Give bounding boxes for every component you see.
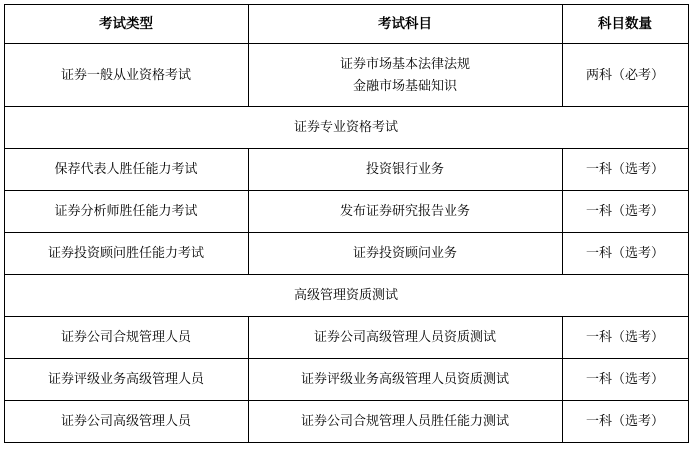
table-row [4, 401, 688, 443]
exam-types-table [4, 4, 689, 443]
cell-exam-subject: 发布证券研究报告业务 [248, 191, 562, 233]
cell-exam-subject: 投资银行业务 [248, 149, 562, 191]
table-row [4, 359, 688, 401]
column-header-exam-type: 考试类型 [4, 5, 248, 44]
cell-subject-count: 一科（选考） [562, 191, 688, 233]
table-section-row [4, 107, 688, 149]
cell-exam-type: 证券一般从业资格考试 [4, 44, 248, 107]
cell-subject-count: 一科（选考） [562, 401, 688, 443]
cell-subject-count: 一科（选考） [562, 317, 688, 359]
cell-exam-type: 证券公司合规管理人员 [4, 317, 248, 359]
cell-exam-type: 证券评级业务高级管理人员 [4, 359, 248, 401]
cell-subject-count: 两科（必考） [562, 44, 688, 107]
cell-exam-subject: 证券评级业务高级管理人员资质测试 [248, 359, 562, 401]
table-row [4, 317, 688, 359]
cell-exam-subject-line: 证券市场基本法律法规 [339, 55, 470, 71]
cell-exam-subject: 证券公司高级管理人员资质测试 [248, 317, 562, 359]
section-label: 证券专业资格考试 [4, 107, 688, 149]
cell-exam-type: 证券投资顾问胜任能力考试 [4, 233, 248, 275]
cell-exam-subject: 证券投资顾问业务 [248, 233, 562, 275]
table-body [4, 44, 688, 443]
cell-exam-subject [248, 44, 562, 107]
cell-exam-type: 证券公司高级管理人员 [4, 401, 248, 443]
cell-exam-type: 保荐代表人胜任能力考试 [4, 149, 248, 191]
cell-exam-subject-line: 金融市场基础知识 [352, 78, 457, 93]
cell-exam-type: 证券分析师胜任能力考试 [4, 191, 248, 233]
cell-subject-count: 一科（选考） [562, 359, 688, 401]
table-row [4, 149, 688, 191]
table-row [4, 233, 688, 275]
table-header [4, 5, 688, 44]
table-row [4, 44, 688, 107]
column-header-subject-count: 科目数量 [562, 5, 688, 44]
cell-subject-count: 一科（选考） [562, 149, 688, 191]
cell-subject-count: 一科（选考） [562, 233, 688, 275]
section-label: 高级管理资质测试 [4, 275, 688, 317]
table-section-row [4, 275, 688, 317]
cell-exam-subject: 证券公司合规管理人员胜任能力测试 [248, 401, 562, 443]
table-row [4, 191, 688, 233]
column-header-exam-subject: 考试科目 [248, 5, 562, 44]
table-header-row [4, 5, 688, 44]
